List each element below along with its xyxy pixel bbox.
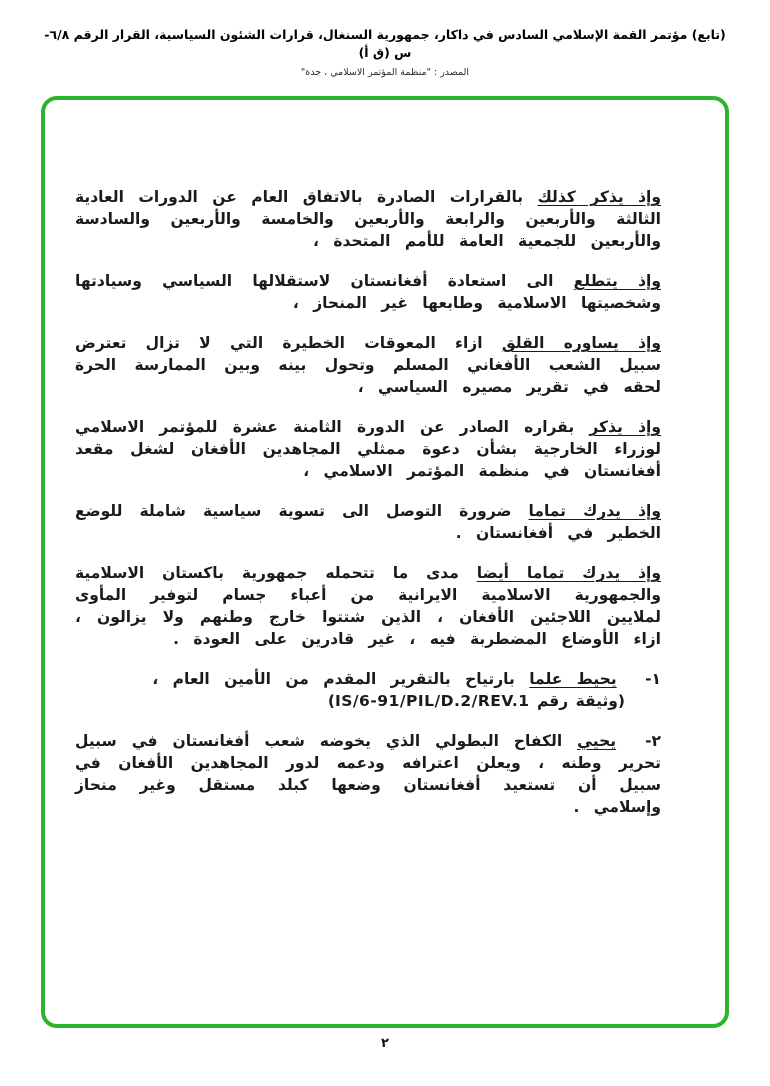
document-frame bbox=[41, 96, 729, 1028]
paragraph-lead: وإذ يدرك تماما bbox=[528, 502, 661, 520]
item-text: الكفاح البطولي الذي يخوضه شعب أفغانستان في سبيل تحرير وطنه ، ويعلن اعترافه ودعمه لدور المجاهدين الأفغان في سبيل أن تستعيد أفغانستان وضعها كبلد مستقل وغير منحاز وإسلامي . bbox=[75, 732, 661, 816]
document-header bbox=[0, 26, 770, 78]
paragraph-text: ضرورة التوصل الى تسوية سياسية شاملة للوضع الخطير في أفغانستان . bbox=[75, 502, 661, 542]
paragraph-lead: وإذ يساوره القلق bbox=[501, 334, 662, 352]
preamble-paragraph bbox=[75, 562, 661, 650]
paragraph-lead: وإذ يتطلع bbox=[573, 272, 661, 290]
preamble-paragraph bbox=[75, 270, 661, 314]
header-title: (تابع) مؤتمر القمة الإسلامي السادس في داكار، جمهورية السنغال، قرارات الشئون السياسية، القرار الرقم ٦/٨-س (ق أ) bbox=[44, 27, 726, 60]
item-text: بارتياح بالتقرير المقدم من الأمين العام ، bbox=[152, 670, 515, 688]
resolution-item bbox=[75, 730, 661, 818]
paragraph-text: بالقرارات الصادرة بالاتفاق العام عن الدورات العادية الثالثة والأربعين والرابعة والأربعين والخامسة والأربعين والسادسة والأربعين للجمعية العامة للأمم المتحدة ، bbox=[75, 188, 661, 250]
item-lead: يحيط علما bbox=[529, 670, 617, 688]
page-number: ٢ bbox=[381, 1036, 389, 1051]
preamble-paragraph bbox=[75, 332, 661, 398]
preamble-paragraph bbox=[75, 416, 661, 482]
paragraph-text: الى استعادة أفغانستان لاستقلالها السياسي وسيادتها وشخصيتها الاسلامية وطابعها غير المنحاز ، bbox=[75, 272, 661, 312]
item-lead: يحيي bbox=[577, 732, 617, 750]
paragraph-text: بقراره الصادر عن الدورة الثامنة عشرة للمؤتمر الاسلامي لوزراء الخارجية بشأن دعوة ممثلي المجاهدين الأفغان لشغل مقعد أفغانستان في منظمة المؤتمر الاسلامي ، bbox=[75, 418, 661, 480]
resolution-item bbox=[75, 668, 661, 712]
preamble-paragraph bbox=[75, 186, 661, 252]
preamble-paragraph bbox=[75, 500, 661, 544]
paragraph-lead: وإذ يذكر كذلك bbox=[537, 188, 661, 206]
paragraph-lead: وإذ يذكر bbox=[589, 418, 661, 436]
document-reference: (وثيقة رقم IS/6-91/PIL/D.2/REV.1) bbox=[327, 692, 625, 710]
document-content bbox=[45, 100, 725, 818]
item-number: ٢- bbox=[645, 732, 661, 750]
paragraph-text: مدى ما تتحمله جمهورية باكستان الاسلامية والجمهورية الاسلامية الايرانية من أعباء جسام لتوفير المأوى لملايين اللاجئين الأفغان ، الذين شتتوا خارج وطنهم ولا يزالون ، ازاء الأوضاع المضطربة فيه ، غير قادرين على العودة . bbox=[75, 564, 661, 648]
item-number: ١- bbox=[645, 670, 661, 688]
header-source: المصدر : "منظمة المؤتمر الاسلامي ، جدة" bbox=[300, 67, 470, 78]
paragraph-text: ازاء المعوقات الخطيرة التي لا تزال تعترض سبيل الشعب الأفغاني المسلم وتحول بينه وبين الممارسة الحرة لحقه في تقرير مصيره السياسي ، bbox=[75, 334, 661, 396]
paragraph-lead: وإذ يدرك تماما أيضا bbox=[476, 564, 661, 582]
